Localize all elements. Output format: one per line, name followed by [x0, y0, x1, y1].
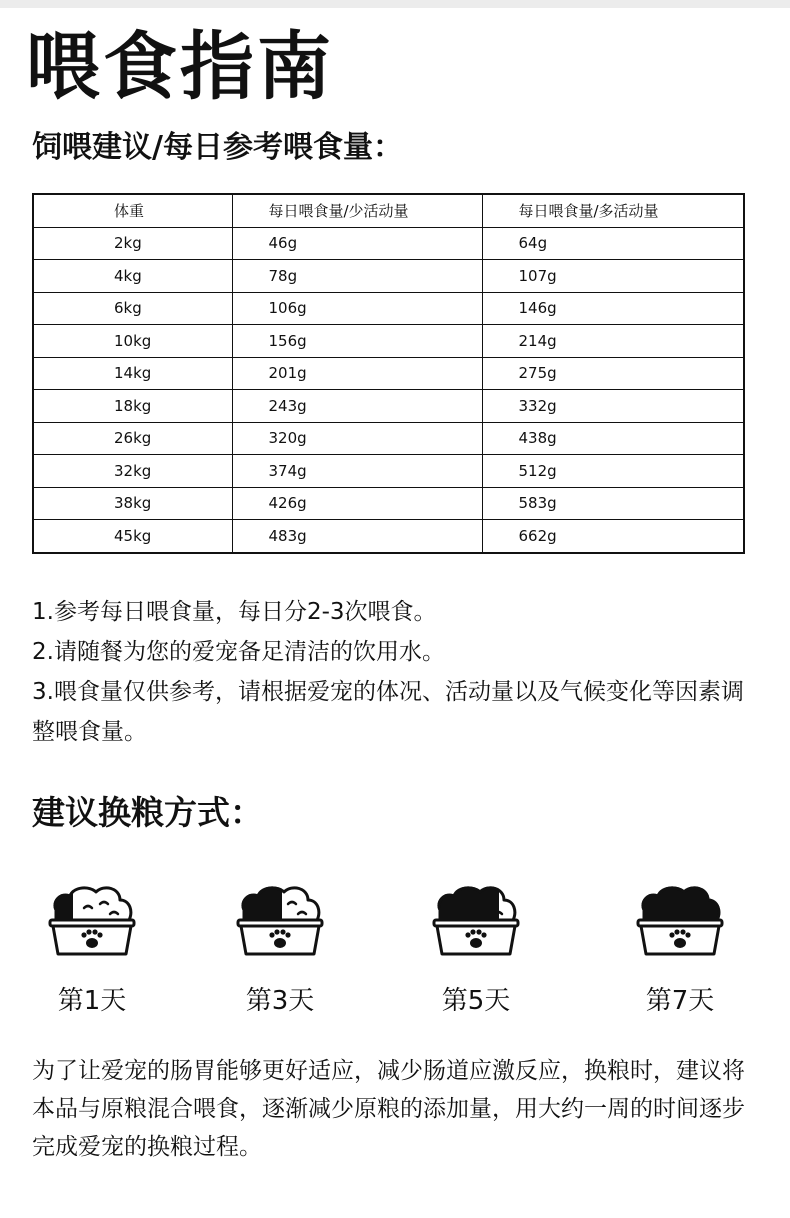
food-bowl-icon [632, 880, 728, 958]
transition-step-day3 [220, 880, 340, 1018]
note-item: 2.请随餐为您的爱宠备足清洁的饮用水。 [32, 639, 445, 665]
cell-weight: 14kg [33, 357, 232, 390]
table-row [33, 487, 744, 520]
feeding-table [32, 193, 745, 554]
transition-section-heading: 建议换粮方式： [32, 793, 263, 832]
cell-weight: 38kg [33, 487, 232, 520]
table-row [33, 455, 744, 488]
cell-low-activity: 46g [232, 227, 482, 260]
table-row [33, 357, 744, 390]
cell-weight: 10kg [33, 325, 232, 358]
cell-high-activity: 438g [482, 422, 744, 455]
food-bowl-icon [428, 880, 524, 958]
table-row [33, 292, 744, 325]
cell-high-activity: 146g [482, 292, 744, 325]
cell-weight: 4kg [33, 260, 232, 293]
feeding-section-heading: 饲喂建议/每日参考喂食量： [32, 130, 403, 165]
cell-high-activity: 662g [482, 520, 744, 553]
transition-step-day7 [620, 880, 740, 1018]
page-title: 喂食指南 [26, 24, 334, 110]
table-row [33, 227, 744, 260]
cell-high-activity: 214g [482, 325, 744, 358]
cell-high-activity: 332g [482, 390, 744, 423]
header-weight: 体重 [33, 194, 232, 227]
table-row [33, 390, 744, 423]
feeding-notes [32, 592, 762, 752]
cell-high-activity: 512g [482, 455, 744, 488]
note-item: 1.参考每日喂食量，每日分2-3次喂食。 [32, 599, 437, 625]
table-header-row [33, 194, 744, 227]
cell-low-activity: 156g [232, 325, 482, 358]
transition-step-day5 [416, 880, 536, 1018]
note-item: 3.喂食量仅供参考，请根据爱宠的体况、活动量以及气候变化等因素调整喂食量。 [32, 679, 744, 745]
step-label: 第3天 [245, 986, 315, 1016]
cell-low-activity: 320g [232, 422, 482, 455]
table-row [33, 422, 744, 455]
table-row [33, 260, 744, 293]
cell-weight: 32kg [33, 455, 232, 488]
step-label: 第1天 [57, 986, 127, 1016]
cell-low-activity: 106g [232, 292, 482, 325]
cell-weight: 2kg [33, 227, 232, 260]
cell-weight: 6kg [33, 292, 232, 325]
step-label: 第7天 [645, 986, 715, 1016]
transition-step-day1 [32, 880, 152, 1018]
cell-high-activity: 583g [482, 487, 744, 520]
cell-low-activity: 243g [232, 390, 482, 423]
step-label: 第5天 [441, 986, 511, 1016]
cell-weight: 18kg [33, 390, 232, 423]
cell-weight: 45kg [33, 520, 232, 553]
food-bowl-icon [44, 880, 140, 958]
cell-high-activity: 107g [482, 260, 744, 293]
cell-high-activity: 275g [482, 357, 744, 390]
transition-description: 为了让爱宠的肠胃能够更好适应，减少肠道应激反应，换粮时，建议将本品与原粮混合喂食，逐渐减少原粮的添加量，用大约一周的时间逐步完成爱宠的换粮过程。 [32, 1058, 745, 1160]
table-row [33, 520, 744, 553]
cell-low-activity: 201g [232, 357, 482, 390]
cell-low-activity: 374g [232, 455, 482, 488]
food-bowl-icon [232, 880, 328, 958]
header-low-activity: 每日喂食量/少活动量 [232, 194, 482, 227]
top-divider-bar [0, 0, 790, 8]
cell-low-activity: 426g [232, 487, 482, 520]
cell-low-activity: 78g [232, 260, 482, 293]
cell-high-activity: 64g [482, 227, 744, 260]
table-row [33, 325, 744, 358]
cell-low-activity: 483g [232, 520, 482, 553]
cell-weight: 26kg [33, 422, 232, 455]
header-high-activity: 每日喂食量/多活动量 [482, 194, 744, 227]
